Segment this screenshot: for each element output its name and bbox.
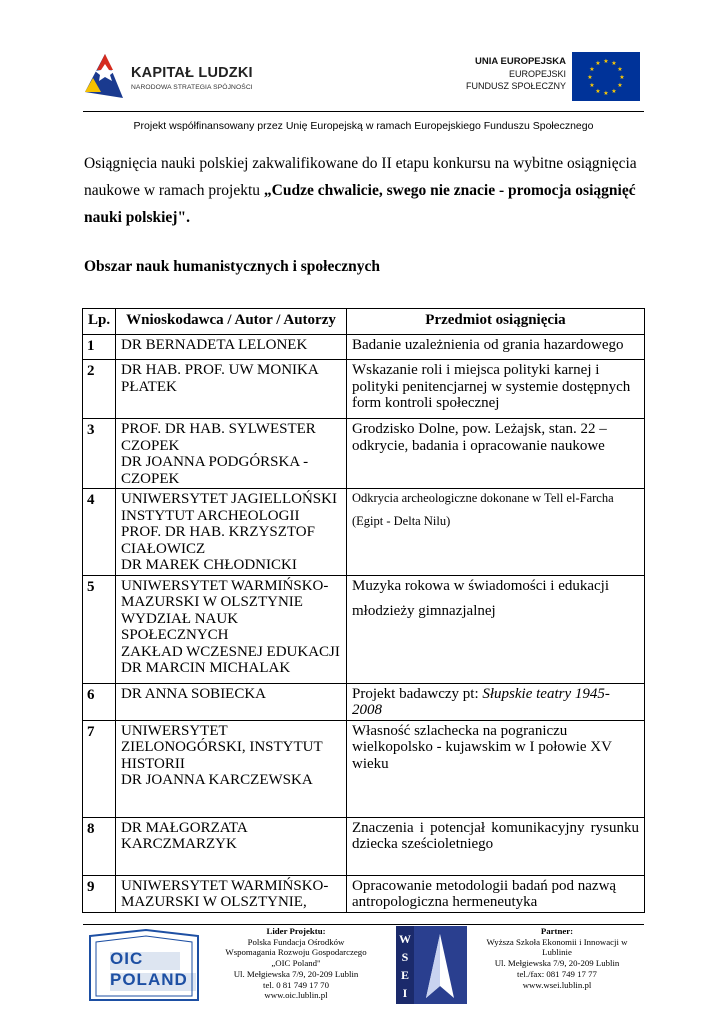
author-line: DR HAB. PROF. UW MONIKA PŁATEK	[121, 362, 318, 395]
row-author	[116, 489, 347, 576]
partner-line: Lublinie	[542, 947, 572, 958]
row-lp: 5	[83, 575, 116, 683]
eu-fund-text	[466, 56, 566, 92]
table-header-row	[83, 309, 645, 335]
wsei-letter: W	[399, 932, 411, 946]
table-row	[83, 360, 645, 419]
author-line: INSTYTUT ARCHEOLOGII	[121, 507, 300, 524]
row-author	[116, 419, 347, 489]
intro-text: Osiągnięcia nauki polskiej zakwalifikowane do II etapu konkursu na wybitne osiągnięcia naukowe w ramach projektu	[84, 155, 637, 199]
table-row	[83, 720, 645, 817]
row-lp: 4	[83, 489, 116, 576]
row-subject: Znaczenia i potencjał komunikacyjny rysunku dziecka sześcioletniego	[347, 817, 645, 875]
partner-heading: Partner:	[540, 926, 574, 936]
leader-line: „OIC Poland"	[271, 958, 321, 969]
svg-text:★: ★	[603, 90, 609, 97]
footer-rule	[83, 924, 644, 925]
svg-text:★: ★	[611, 60, 617, 67]
partner-line: Wyższa Szkoła Ekonomii i Innowacji w	[486, 936, 628, 947]
wsei-letter: S	[401, 950, 409, 964]
svg-text:★: ★	[619, 74, 625, 81]
svg-text:★: ★	[617, 82, 623, 89]
svg-text:★: ★	[603, 58, 609, 65]
author-line: DR JOANNA KARCZEWSKA	[121, 772, 313, 788]
leader-line: Wspomagania Rozwoju Gospodarczego	[225, 947, 367, 958]
leader-info	[211, 926, 381, 1001]
partner-line: Ul. Mełgiewska 7/9, 20-209 Lublin	[494, 958, 620, 969]
author-line: UNIWERSYTET WARMIŃSKO-MAZURSKI W OLSZTYNIE	[121, 577, 329, 610]
row-subject: Opracowanie metodologii badań pod nazwą antropologiczna hermeneutyka	[347, 875, 645, 912]
row-lp: 1	[83, 335, 116, 360]
subject-line: Odkrycia archeologiczne dokonane w Tell el-Farcha	[352, 491, 614, 505]
table-row	[83, 489, 645, 576]
author-line: PROF. DR HAB. KRZYSZTOF CIAŁOWICZ	[121, 524, 315, 557]
oic-logo-text: OIC POLAND	[110, 949, 188, 989]
row-author	[116, 575, 347, 683]
header-rule	[83, 111, 644, 112]
author-line: UNIWERSYTET WARMIŃSKO-MAZURSKI W OLSZTYNIE,	[121, 877, 329, 910]
author-line: DR ANNA SOBIECKA	[121, 685, 267, 702]
wsei-letter: E	[400, 968, 409, 982]
svg-text:★: ★	[611, 88, 617, 95]
eu-line3: FUNDUSZ SPOŁECZNY	[466, 81, 567, 91]
table-row	[83, 335, 645, 360]
table-row	[83, 683, 645, 720]
table-row	[83, 875, 645, 912]
row-lp: 9	[83, 875, 116, 912]
wsei-letter: I	[402, 986, 408, 1000]
row-subject: Badanie uzależnienia od grania hazardowego	[347, 335, 645, 360]
row-lp: 8	[83, 817, 116, 875]
table-row	[83, 419, 645, 489]
project-name: „Cudze chwalicie, swego nie znacie - promocja osiągnięć nauki polskiej".	[84, 182, 636, 226]
author-line: DR MAREK CHŁODNICKI	[121, 557, 297, 573]
table-row	[83, 817, 645, 875]
subject-line: Muzyka rokowa w świadomości i edukacji	[352, 577, 610, 594]
header-author: Wnioskodawca / Autor / Autorzy	[116, 309, 347, 335]
row-subject	[347, 489, 645, 576]
eu-line2: EUROPEJSKI	[508, 69, 566, 79]
header-subject: Przedmiot osiągnięcia	[347, 309, 645, 335]
author-line: ZAKŁAD WCZESNEJ EDUKACJI	[121, 643, 340, 660]
header-lp: Lp.	[83, 309, 116, 335]
author-line: DR JOANNA PODGÓRSKA - CZOPEK	[121, 454, 309, 487]
leader-heading: Lider Projektu:	[266, 926, 326, 936]
eu-line1: UNIA EUROPEJSKA	[475, 56, 566, 67]
svg-text:★: ★	[595, 60, 601, 67]
svg-text:★: ★	[587, 74, 593, 81]
kapital-ludzki-title: KAPITAŁ LUDZKI	[131, 65, 253, 81]
eu-flag-icon	[572, 52, 640, 101]
svg-text:★: ★	[589, 66, 595, 73]
row-lp: 3	[83, 419, 116, 489]
row-subject: Grodzisko Dolne, pow. Leżajsk, stan. 22 – odkrycie, badania i opracowanie naukowe	[347, 419, 645, 489]
row-author	[116, 335, 347, 360]
achievements-table	[82, 308, 645, 913]
leader-line: Ul. Mełgiewska 7/9, 20-209 Lublin	[233, 968, 359, 979]
row-subject: Własność szlachecka na pograniczu wielkopolsko - kujawskim w I połowie XV wieku	[347, 720, 645, 817]
subject-title: Słupskie teatry 1945-2008	[352, 685, 610, 718]
row-subject	[347, 575, 645, 683]
project-note: Projekt współfinansowany przez Unię Europejską w ramach Europejskiego Funduszu Społecznego	[133, 120, 594, 132]
svg-text:★: ★	[589, 82, 595, 89]
row-author	[116, 817, 347, 875]
row-subject: Wskazanie roli i miejsca polityki karnej i polityki penitencjarnej w systemie dostępnych form kontroli społecznej	[347, 360, 645, 419]
leader-line: www.oic.lublin.pl	[264, 990, 328, 1001]
svg-text:★: ★	[595, 88, 601, 95]
table-row	[83, 575, 645, 683]
row-author	[116, 875, 347, 912]
svg-text:★: ★	[617, 66, 623, 73]
row-lp: 2	[83, 360, 116, 419]
row-subject	[347, 683, 645, 720]
subject-prefix: Projekt badawczy pt:	[352, 685, 483, 702]
author-line: DR BERNADETA LELONEK	[121, 337, 308, 353]
area-heading: Obszar nauk humanistycznych i społecznych	[84, 258, 380, 275]
subject-line: młodzieży gimnazjalnej	[352, 603, 496, 619]
author-line: PROF. DR HAB. SYLWESTER CZOPEK	[121, 421, 316, 454]
wsei-letters	[396, 930, 414, 1002]
row-lp: 7	[83, 720, 116, 817]
leader-line: tel. 0 81 749 17 70	[263, 979, 329, 990]
kapital-ludzki-subtitle: NARODOWA STRATEGIA SPÓJNOŚCI	[131, 84, 253, 91]
row-author	[116, 360, 347, 419]
author-line: DR MARCIN MICHALAK	[121, 660, 291, 676]
row-author	[116, 720, 347, 817]
author-line: UNIWERSYTET JAGIELLOŃSKI	[121, 491, 337, 507]
row-author	[116, 683, 347, 720]
partner-line: www.wsei.lublin.pl	[522, 979, 592, 990]
author-line: DR MAŁGORZATA KARCZMARZYK	[121, 819, 247, 852]
intro-paragraph	[84, 150, 644, 231]
author-line: WYDZIAŁ NAUK SPOŁECZNYCH	[121, 610, 239, 643]
partner-info	[472, 926, 642, 990]
author-line: UNIWERSYTET ZIELONOGÓRSKI, INSTYTUT HISTORII	[121, 722, 323, 772]
partner-line: tel./fax: 081 749 17 77	[517, 968, 597, 979]
subject-line: (Egipt - Delta Nilu)	[352, 514, 451, 528]
leader-line: Polska Fundacja Ośrodków	[247, 936, 345, 947]
row-lp: 6	[83, 683, 116, 720]
